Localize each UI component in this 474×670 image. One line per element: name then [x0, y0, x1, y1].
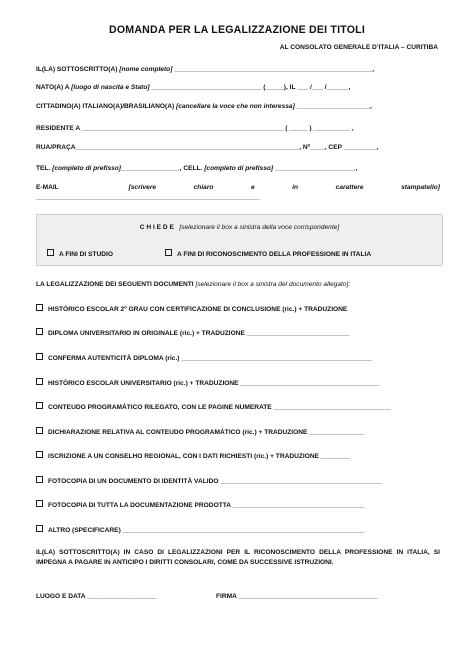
document-item[interactable] [36, 378, 380, 387]
document-label: ISCRIZIONE A UN CONSELHO REGIONAL, CON I DATI RICHIESTI (ric.) + TRADUZIONE ________ [48, 453, 351, 460]
document-item[interactable] [36, 451, 350, 460]
residence-field[interactable]: RESIDENTE A _______________________________________________________ ( _____ ) __________ , [36, 125, 354, 132]
documents-intro-label: LA LEGALIZZAZIONE DEI SEGUENTI DOCUMENTI [36, 281, 194, 288]
citizenship-field[interactable]: CITTADINO(A) ITALIANO(A)/BRASILIANO(A) [cancellare la voce che non interessa] ____________________, [36, 103, 372, 110]
document-label: DICHIARAZIONE RELATIVA AL CONTEUDO PROGRAMÁTICO (ric.) + TRADUZIONE _______________ [48, 429, 365, 436]
request-box [36, 214, 443, 266]
request-heading [37, 224, 442, 231]
email-field[interactable]: _____________________________________________________________ [36, 194, 260, 201]
option-study-label: A FINI DI STUDIO [59, 251, 113, 258]
email-label: E-MAIL [36, 184, 59, 191]
checkbox-icon[interactable] [36, 476, 43, 483]
email-hint-word: chiaro [193, 184, 214, 191]
checkbox-icon[interactable] [36, 304, 43, 311]
street-field[interactable]: RUA/PRAÇA_____________________________________________________________, Nº____, CEP _________, [36, 144, 379, 151]
checkbox-icon[interactable] [47, 249, 54, 256]
document-item[interactable] [36, 304, 347, 313]
document-item[interactable] [36, 500, 365, 509]
documents-hint: [selezionare il box a sinistra del documento allegato]: [195, 281, 351, 288]
email-hint-word: [scrivere [128, 184, 157, 191]
checkbox-icon[interactable] [165, 249, 172, 256]
page-title: DOMANDA PER LA LEGALIZZAZIONE DEI TITOLI [109, 24, 365, 36]
request-hint: [selezionare il box a sinistra della voce corrispondente] [179, 224, 340, 231]
signature-field[interactable]: FIRMA ______________________________________ [216, 593, 378, 600]
email-hint-word: in [292, 184, 299, 191]
chiede-label: C H I E D E [139, 224, 174, 231]
commitment-paragraph: IL(LA) SOTTOSCRITTO(A) IN CASO DI LEGALIZZAZIONI PER IL RICONOSCIMENTO DELLA PROFESSIONE IN ITALIA, SI IMPEGNA A PAGARE IN ANTICIPO I DIRITTI CONSOLARI, COME DA SUCCESSIVE ISTRUZIONI. [36, 549, 440, 566]
document-label: FOTOCOPIA DI TUTTA LA DOCUMENTAZIONE PRODOTTA ____________________________________ [48, 502, 365, 509]
document-item[interactable] [36, 402, 391, 411]
document-label: FOTOCOPIA DI UN DOCUMENTO DI IDENTITÀ VALIDO ____________________________________________ [48, 478, 382, 485]
document-label: CONTEUDO PROGRAMÁTICO RILEGATO, CON LE PAGINE NUMERATE ________________________________ [48, 404, 391, 411]
checkbox-icon[interactable] [36, 500, 43, 507]
phone-field[interactable]: TEL. [completo di prefisso]________________, CELL. [completo di prefisso] ______________________, [36, 165, 358, 172]
undersigned-field[interactable]: IL(LA) SOTTOSCRITTO(A) [nome completo] ______________________________________________________, [36, 66, 375, 73]
checkbox-icon[interactable] [36, 427, 43, 434]
document-label: DIPLOMA UNIVERSITARIO IN ORIGINALE (ric.) + TRADUZIONE ____________________________ [48, 330, 350, 337]
checkbox-icon[interactable] [36, 328, 43, 335]
option-profession-label: A FINI DI RICONOSCIMENTO DELLA PROFESSIONE IN ITALIA [177, 251, 372, 258]
checkbox-icon[interactable] [36, 451, 43, 458]
document-label: HISTÓRICO ESCOLAR 2º GRAU CON CERTIFICAZIONE DI CONCLUSIONE (ric.) + TRADUZIONE [48, 306, 348, 313]
email-row[interactable] [36, 184, 440, 191]
option-study[interactable] [47, 249, 113, 258]
documents-intro [36, 281, 350, 288]
document-label: HISTÓRICO ESCOLAR UNIVERSITARIO (ric.) + TRADUZIONE ______________________________________ [48, 380, 380, 387]
document-item[interactable] [36, 328, 349, 337]
email-hint-word: carattere [335, 184, 364, 191]
addressee: AL CONSOLATO GENERALE D’ITALIA – CURITIBA [279, 44, 438, 51]
checkbox-icon[interactable] [36, 402, 43, 409]
option-profession[interactable] [165, 249, 371, 258]
birth-field[interactable]: NATO(A) A [luogo di nascita e Stato] ______________________________ (_____), IL ___ /___ /______, [36, 84, 351, 91]
document-item[interactable] [36, 427, 364, 436]
document-label: CONFERMA AUTENTICITÀ DIPLOMA (ric.) ____________________________________________________ [48, 355, 373, 362]
email-hint-word: stampatello] [401, 184, 440, 191]
checkbox-icon[interactable] [36, 353, 43, 360]
document-item[interactable] [36, 476, 382, 485]
document-item[interactable] [36, 353, 372, 362]
email-hint-word: e [250, 184, 255, 191]
document-label: ALTRO (SPECIFICARE) __________________________________________________________________ [48, 527, 365, 534]
checkbox-icon[interactable] [36, 525, 43, 532]
document-item[interactable] [36, 525, 365, 534]
checkbox-icon[interactable] [36, 378, 43, 385]
place-date-field[interactable]: LUOGO E DATA ___________________ [36, 593, 157, 600]
